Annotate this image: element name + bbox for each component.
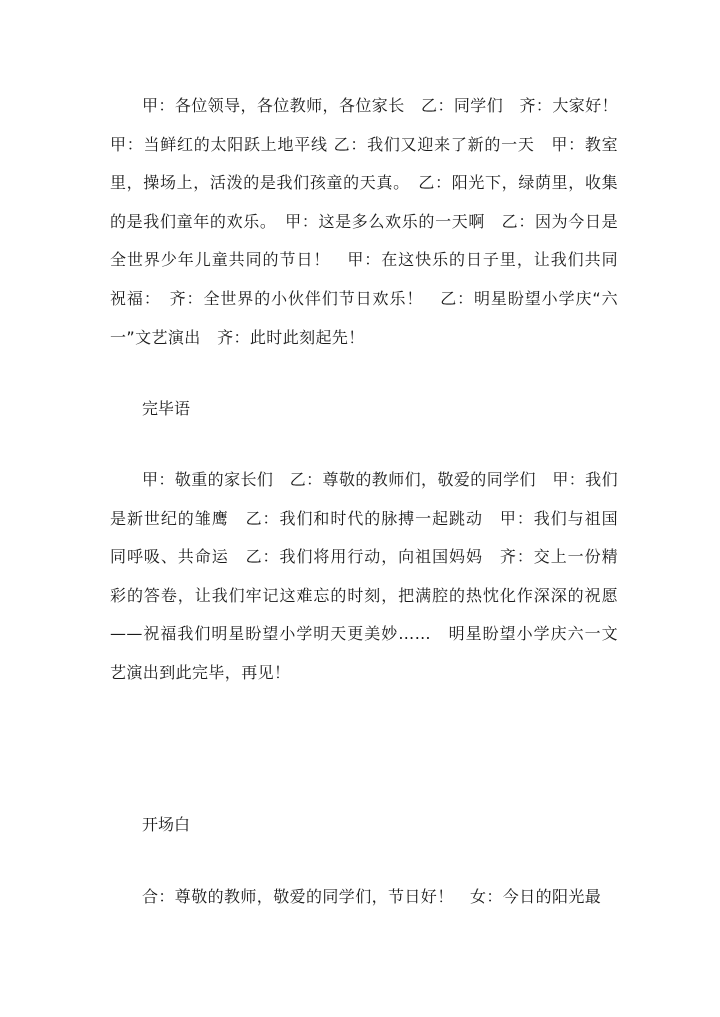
opening-remarks-heading: 开场白 (142, 815, 191, 834)
closing-dialogue-paragraph: 甲：敬重的家长们 乙：尊敬的教师们，敬爱的同学们 甲：我们是新世纪的雏鹰 乙：我们和时代的脉搏一起跳动 甲：我们与祖国同呼吸、共命运 乙：我们将用行动，向祖国妈妈 齐：交上一份精彩的答卷，让我们牢记这难忘的时刻，把满腔的热忱化作深深的祝愿——祝福我们明星盼望小学明天更美妙…… 明星盼望小学庆六一文艺演出到此完毕，再见！ (110, 470, 618, 682)
closing-remarks-heading: 完毕语 (142, 399, 191, 418)
opening-remarks-paragraph: 合：尊敬的教师，敬爱的同学们，节日好！ 女：今日的阳光最 (142, 887, 602, 906)
opening-dialogue-paragraph: 甲：各位领导，各位教师，各位家长 乙：同学们 齐：大家好！甲：当鲜红的太阳跃上地平线 乙：我们又迎来了新的一天 甲：教室里，操场上，活泼的是我们孩童的天真。 乙：阳光下，绿荫里，收集的是我们童年的欢乐。 甲：这是多么欢乐的一天啊 乙：因为今日是全世界少年儿童共同的节日！ 甲：在这快乐的日子里，让我们共同祝福： 齐：全世界的小伙伴们节日欢乐！ 乙：明星盼望小学庆“六一”文艺演出 齐：此时此刻起先！ (110, 96, 618, 347)
